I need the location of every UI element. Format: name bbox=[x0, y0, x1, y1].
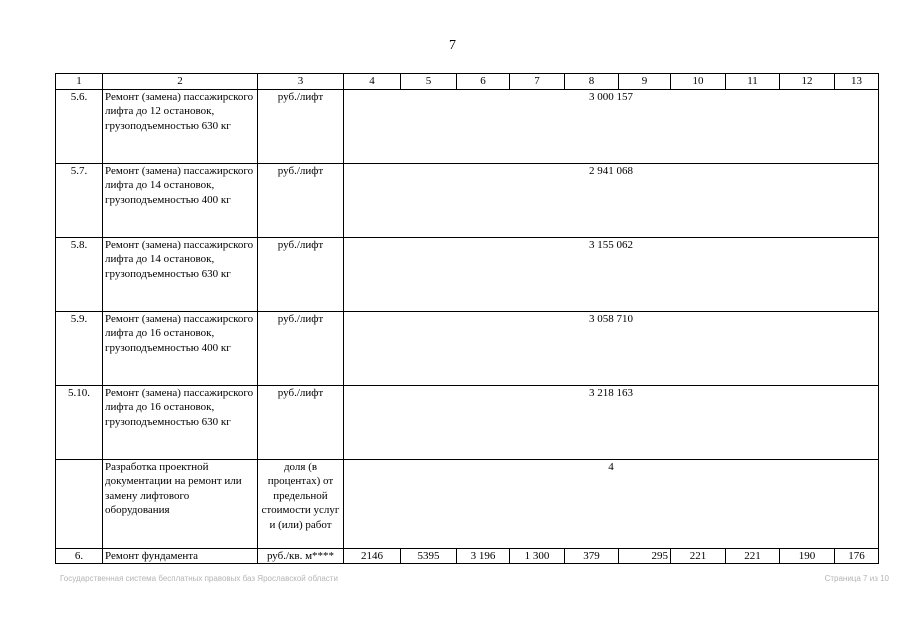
row-value: 2 941 068 bbox=[344, 163, 879, 237]
row-number: 5.9. bbox=[56, 311, 103, 385]
row-number bbox=[56, 459, 103, 548]
row-unit: руб./лифт bbox=[258, 237, 344, 311]
row-unit: руб./лифт bbox=[258, 89, 344, 163]
table-row bbox=[56, 385, 879, 459]
row-cell-value: 295 bbox=[619, 548, 671, 564]
row-cell-value: 5395 bbox=[401, 548, 457, 564]
row-value: 3 218 163 bbox=[344, 385, 879, 459]
row-description: Разработка проектной документации на ремонт или замену лифтового оборудования bbox=[103, 459, 258, 548]
row-description: Ремонт фундамента bbox=[103, 548, 258, 564]
row-value: 3 000 157 bbox=[344, 89, 879, 163]
row-description: Ремонт (замена) пассажирского лифта до 14 остановок, грузоподъемностью 400 кг bbox=[103, 163, 258, 237]
row-cell-value: 2146 bbox=[344, 548, 401, 564]
column-header: 6 bbox=[457, 74, 510, 90]
row-description: Ремонт (замена) пассажирского лифта до 16 остановок, грузоподъемностью 400 кг bbox=[103, 311, 258, 385]
row-unit: руб./лифт bbox=[258, 311, 344, 385]
column-header: 5 bbox=[401, 74, 457, 90]
row-cell-value: 221 bbox=[726, 548, 780, 564]
column-number-header-row bbox=[56, 74, 879, 90]
table-row bbox=[56, 163, 879, 237]
row-number: 5.6. bbox=[56, 89, 103, 163]
column-header: 13 bbox=[835, 74, 879, 90]
row-value: 4 bbox=[344, 459, 879, 548]
page-number: 7 bbox=[449, 38, 456, 53]
row-cell-value: 190 bbox=[780, 548, 835, 564]
column-header: 8 bbox=[565, 74, 619, 90]
footer-source: Государственная система бесплатных правовых баз Ярославской области bbox=[60, 574, 338, 583]
row-cell-value: 176 bbox=[835, 548, 879, 564]
table-row bbox=[56, 237, 879, 311]
row-number: 5.8. bbox=[56, 237, 103, 311]
table-row bbox=[56, 89, 879, 163]
column-header: 12 bbox=[780, 74, 835, 90]
column-header: 10 bbox=[671, 74, 726, 90]
design-documentation-row bbox=[56, 459, 879, 548]
row-description: Ремонт (замена) пассажирского лифта до 14 остановок, грузоподъемностью 630 кг bbox=[103, 237, 258, 311]
row-cell-value: 379 bbox=[565, 548, 619, 564]
column-header: 2 bbox=[103, 74, 258, 90]
foundation-repair-row bbox=[56, 548, 879, 564]
table-row bbox=[56, 311, 879, 385]
row-number: 5.7. bbox=[56, 163, 103, 237]
column-header: 3 bbox=[258, 74, 344, 90]
row-cell-value: 221 bbox=[671, 548, 726, 564]
row-value: 3 058 710 bbox=[344, 311, 879, 385]
column-header: 11 bbox=[726, 74, 780, 90]
row-description: Ремонт (замена) пассажирского лифта до 16 остановок, грузоподъемностью 630 кг bbox=[103, 385, 258, 459]
column-header: 9 bbox=[619, 74, 671, 90]
row-number: 5.10. bbox=[56, 385, 103, 459]
row-cell-value: 1 300 bbox=[510, 548, 565, 564]
row-unit: доля (в процентах) от предельной стоимости услуг и (или) работ bbox=[258, 459, 344, 548]
column-header: 4 bbox=[344, 74, 401, 90]
row-unit: руб./кв. м**** bbox=[258, 548, 344, 564]
row-value: 3 155 062 bbox=[344, 237, 879, 311]
row-unit: руб./лифт bbox=[258, 163, 344, 237]
column-header: 1 bbox=[56, 74, 103, 90]
row-cell-value: 3 196 bbox=[457, 548, 510, 564]
row-number: 6. bbox=[56, 548, 103, 564]
footer-page-indicator: Страница 7 из 10 bbox=[824, 574, 889, 583]
row-unit: руб./лифт bbox=[258, 385, 344, 459]
column-header: 7 bbox=[510, 74, 565, 90]
tariff-table bbox=[55, 73, 879, 564]
row-description: Ремонт (замена) пассажирского лифта до 12 остановок, грузоподъемностью 630 кг bbox=[103, 89, 258, 163]
